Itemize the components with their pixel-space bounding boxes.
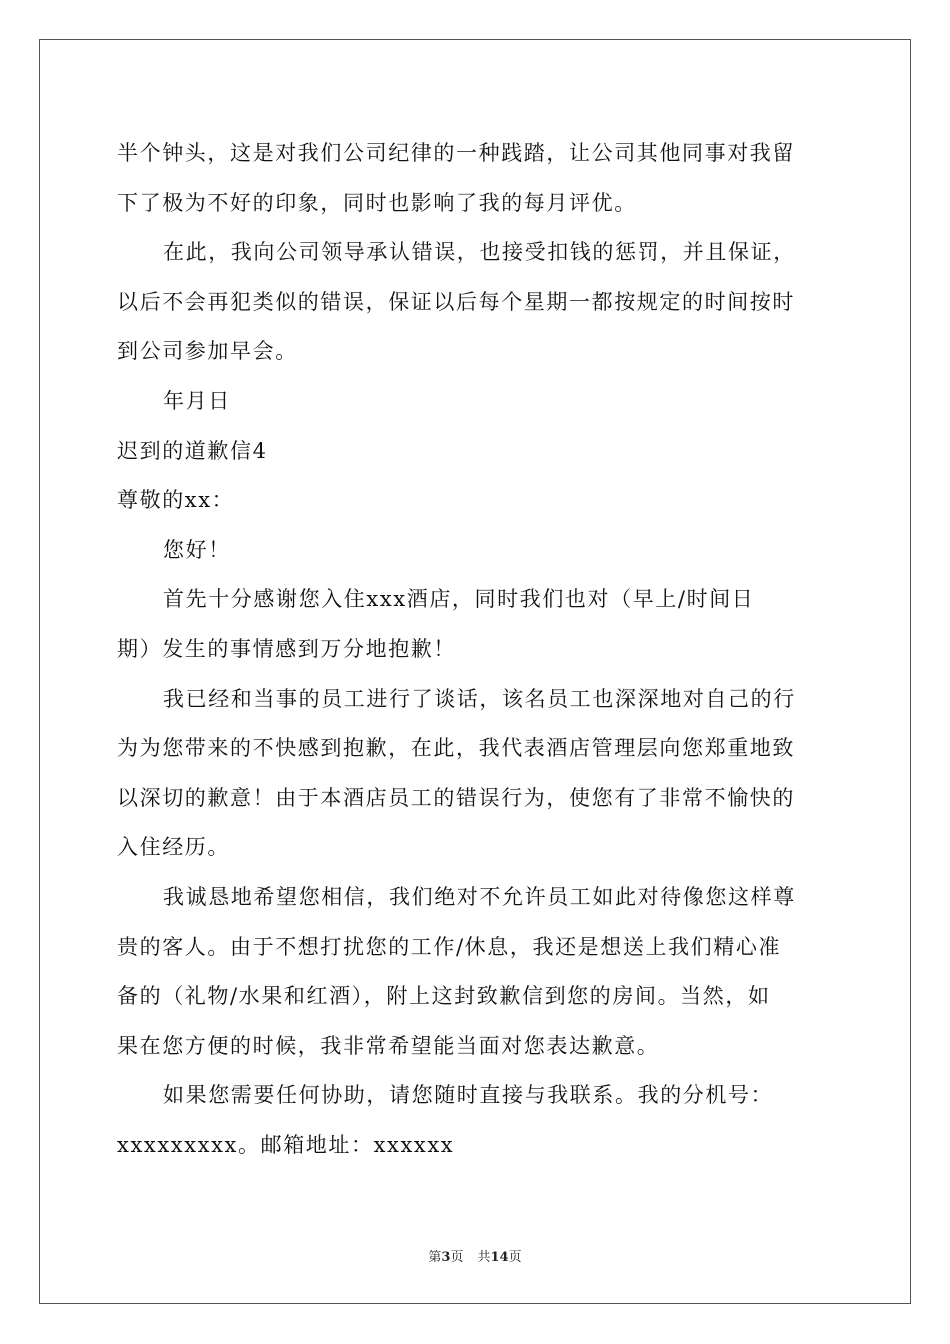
text-line: 在此，我向公司领导承认错误，也接受扣钱的惩罚，并且保证， — [163, 240, 796, 265]
text-line: 到公司参加早会。 — [117, 339, 298, 364]
text-line: 备的（礼物/水果和红酒），附上这封致歉信到您的房间。当然，如 — [117, 984, 771, 1009]
text-line: 以深切的歉意！由于本酒店员工的错误行为，使您有了非常不愉快的 — [117, 785, 795, 810]
total-prefix: 共 — [477, 1250, 491, 1265]
page-footer — [0, 1246, 950, 1265]
text-line: 以后不会再犯类似的错误，保证以后每个星期一都按规定的时间按时 — [117, 289, 795, 314]
text-line: 我已经和当事的员工进行了谈话，该名员工也深深地对自己的行 — [163, 686, 796, 711]
text-line: 贵的客人。由于不想打扰您的工作/休息，我还是想送上我们精心准 — [117, 934, 782, 959]
text-line: 我诚恳地希望您相信，我们绝对不允许员工如此对待像您这样尊 — [163, 884, 796, 909]
document-body — [117, 129, 837, 1170]
text-line: 期）发生的事情感到万分地抱歉！ — [117, 636, 456, 661]
date-line: 年月日 — [163, 388, 231, 413]
letter-title: 迟到的道歉信4 — [117, 438, 268, 463]
page-suffix: 页 — [450, 1250, 464, 1265]
text-line: 下了极为不好的印象，同时也影响了我的每月评优。 — [117, 190, 637, 215]
page-prefix: 第 — [428, 1250, 442, 1265]
page-number: 3 — [441, 1250, 451, 1265]
text-line: 半个钟头，这是对我们公司纪律的一种践踏，让公司其他同事对我留 — [117, 141, 795, 165]
text-line: 如果您需要任何协助，请您随时直接与我联系。我的分机号： — [163, 1083, 774, 1108]
text-line: 入住经历。 — [117, 835, 230, 860]
total-suffix: 页 — [508, 1250, 522, 1265]
text-line: xxxxxxxxx。邮箱地址：xxxxxx — [117, 1132, 455, 1157]
text-line: 首先十分感谢您入住xxx酒店，同时我们也对（早上/时间日 — [163, 587, 755, 612]
text-line: 果在您方便的时候，我非常希望能当面对您表达歉意。 — [117, 1033, 660, 1058]
salutation: 尊敬的xx： — [117, 488, 235, 513]
total-pages: 14 — [490, 1250, 509, 1265]
text-line: 为为您带来的不快感到抱歉，在此，我代表酒店管理层向您郑重地致 — [117, 736, 795, 761]
greeting: 您好！ — [163, 537, 231, 562]
